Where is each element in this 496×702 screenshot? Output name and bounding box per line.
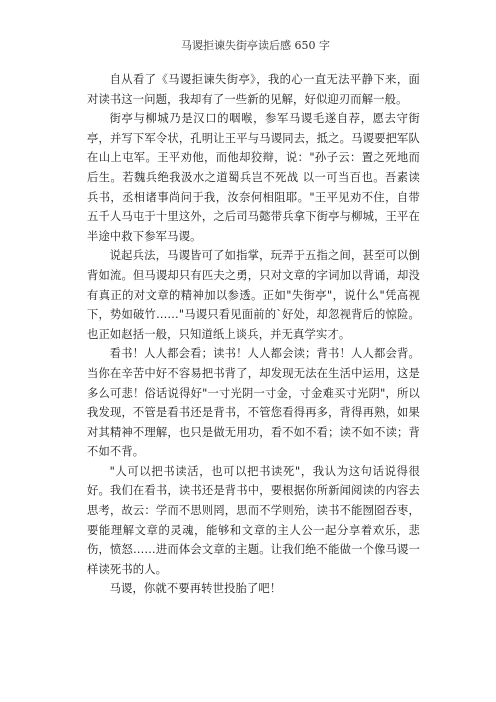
document-title: 马谡拒谏失街亭读后感 650 字: [181, 39, 330, 52]
paragraph-story: 街亭与柳城乃是汉口的咽喉，参军马谡毛遂自荐，愿去守街亭，并写下军令状，孔明让王平与马谡同去，抵之。马谡要把军队在山上屯军。王平劝他，而他却狡辩，说："孙子云：置之死地而后生。若魏兵绝我汲水之道蜀兵岂不死战 以一可当百也。吾素读兵书，丞相诸事尚问于我，汝奈何相阻耶。"王平见劝不住，自带五千人马屯于十里这外，之后司马懿带兵拿下街亭与柳城，王平在半途中救下参军马谡。: [87, 112, 420, 243]
paragraph-reflection: "人可以把书读活，也可以把书读死"，我认为这句话说得很好。我们在看书，读书还是背书中，要根据你所新闻阅读的内容去思考，故云：学而不思则罔，思而不学则殆，读书不能囫囵吞枣，要能理解文章的灵魂，能够和文章的主人公一起分享着欢乐，悲伤，愤怒……进而体会文章的主题。让我们绝不能做一个像马谡一样读死书的人。: [87, 464, 420, 576]
paragraph-closing: 马谡，你就不要再转世投胎了吧！: [109, 582, 282, 596]
paragraph-reading: 看书！人人都会看；读书！人人都会读；背书！人人都会背。当你在辛苦中好不容易把书背了，却发现无法在生活中运用，这是多么可悲！俗话说得好"一寸光阴一寸金，寸金难买寸光阴"，所以我发现，不管是看书还是背书，不管您看得再多，背得再熟，如果对其精神不理解，也只是做无用功，看不如不看；读不如不读；背不如不背。: [87, 347, 420, 459]
paragraph-intro: 自从看了《马谡拒谏失街亭》，我的心一直无法平静下来，面对读书这一问题，我却有了一些新的见解，好似迎刃而解一般。: [87, 73, 420, 106]
paragraph-analysis: 说起兵法，马谡皆可了如指掌，玩弄于五指之间，甚至可以倒背如流。但马谡却只有匹夫之勇，只对文章的字词加以背诵，却没有真正的对文章的精神加以参透。正如"失街亭"，说什么"凭高视下，势如破竹……"马谡只看见面前的`好处，却忽视背后的惊险。也正如赵括一般，只知道纸上谈兵，并无真学实才。: [87, 249, 420, 341]
